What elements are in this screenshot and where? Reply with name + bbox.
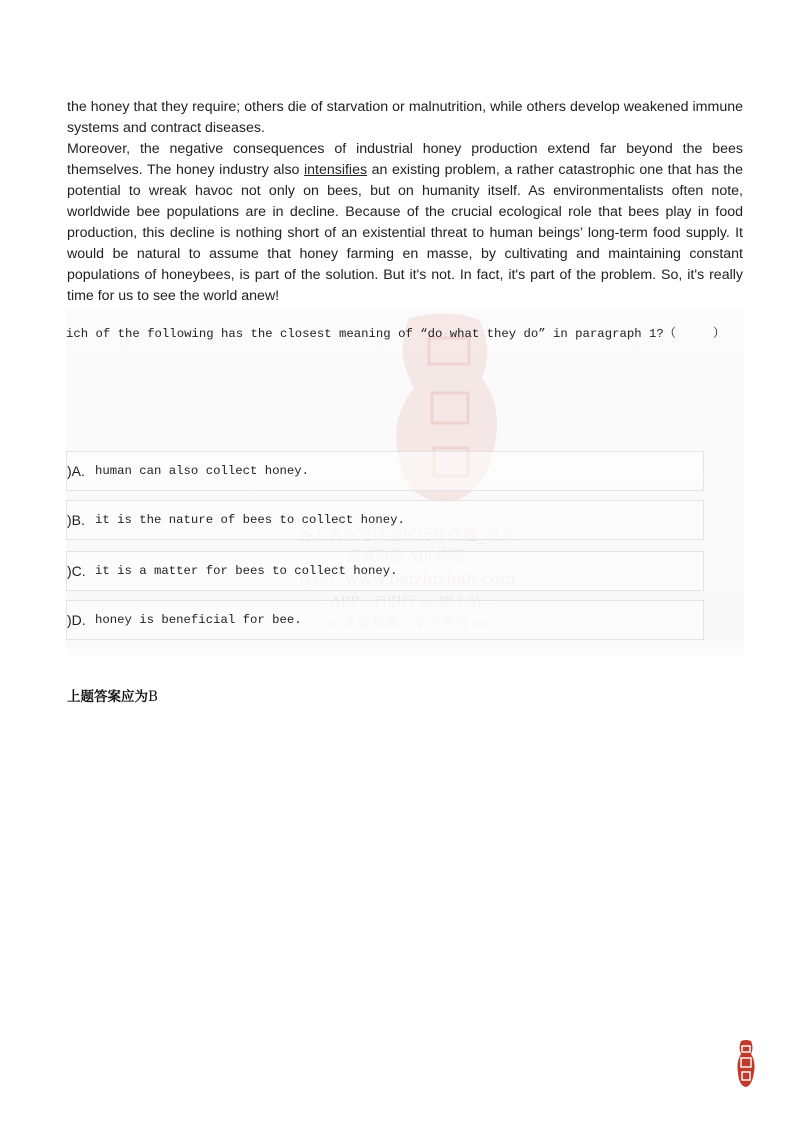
- option-d-text: honey is beneficial for bee.: [95, 613, 302, 627]
- passage-p2-start: Moreover, the negative consequences of industrial honey production extend far beyond the bees themselves. The honey industry also: [67, 141, 743, 178]
- passage-p2-end: an existing problem, a rather catastrophic one that has the potential to wreak havoc not only on bees, but on humanity itself. As environmentalists often note, worldwide bee populations are in decline. Because of the crucial ecological role that bees play in food production, this decline is nothing short of an existential threat to human beings’ long-term food supply. It would be natural to assume that honey farming en masse, by cultivating and maintaining constant populations of honeybees, is part of the solution. But it's not. In fact, it's part of the problem. So, it's really time for us to see the world anew!: [67, 162, 743, 304]
- seal-logo-icon: [735, 1040, 757, 1088]
- option-c[interactable]: [66, 551, 704, 591]
- passage: [67, 97, 743, 307]
- screenshot-fade: [66, 640, 744, 660]
- option-b[interactable]: [66, 500, 704, 540]
- option-b-text: it is the nature of bees to collect honey.: [95, 513, 405, 527]
- answer-line: [67, 685, 158, 705]
- option-c-label: )C.: [67, 563, 86, 579]
- answer-value: B: [148, 689, 158, 705]
- option-a-label: )A.: [67, 463, 85, 479]
- option-d-label: )D.: [67, 612, 86, 628]
- answer-label: 上题答案应为: [67, 689, 148, 705]
- option-c-text: it is a matter for bees to collect honey.: [95, 564, 398, 578]
- option-a[interactable]: [66, 451, 704, 491]
- question-screenshot: [66, 308, 744, 660]
- question-text: ich of the following has the closest meaning of “do what they do” in paragraph 1?（ ）: [66, 327, 726, 341]
- option-d[interactable]: [66, 600, 704, 640]
- option-a-text: human can also collect honey.: [95, 464, 310, 478]
- underlined-word: intensifies: [303, 162, 368, 178]
- option-b-label: )B.: [67, 512, 85, 528]
- passage-paragraph-2: [67, 139, 743, 307]
- passage-paragraph-1: the honey that they require; others die of starvation or malnutrition, while others develop weakened immune systems and contract diseases.: [67, 99, 743, 136]
